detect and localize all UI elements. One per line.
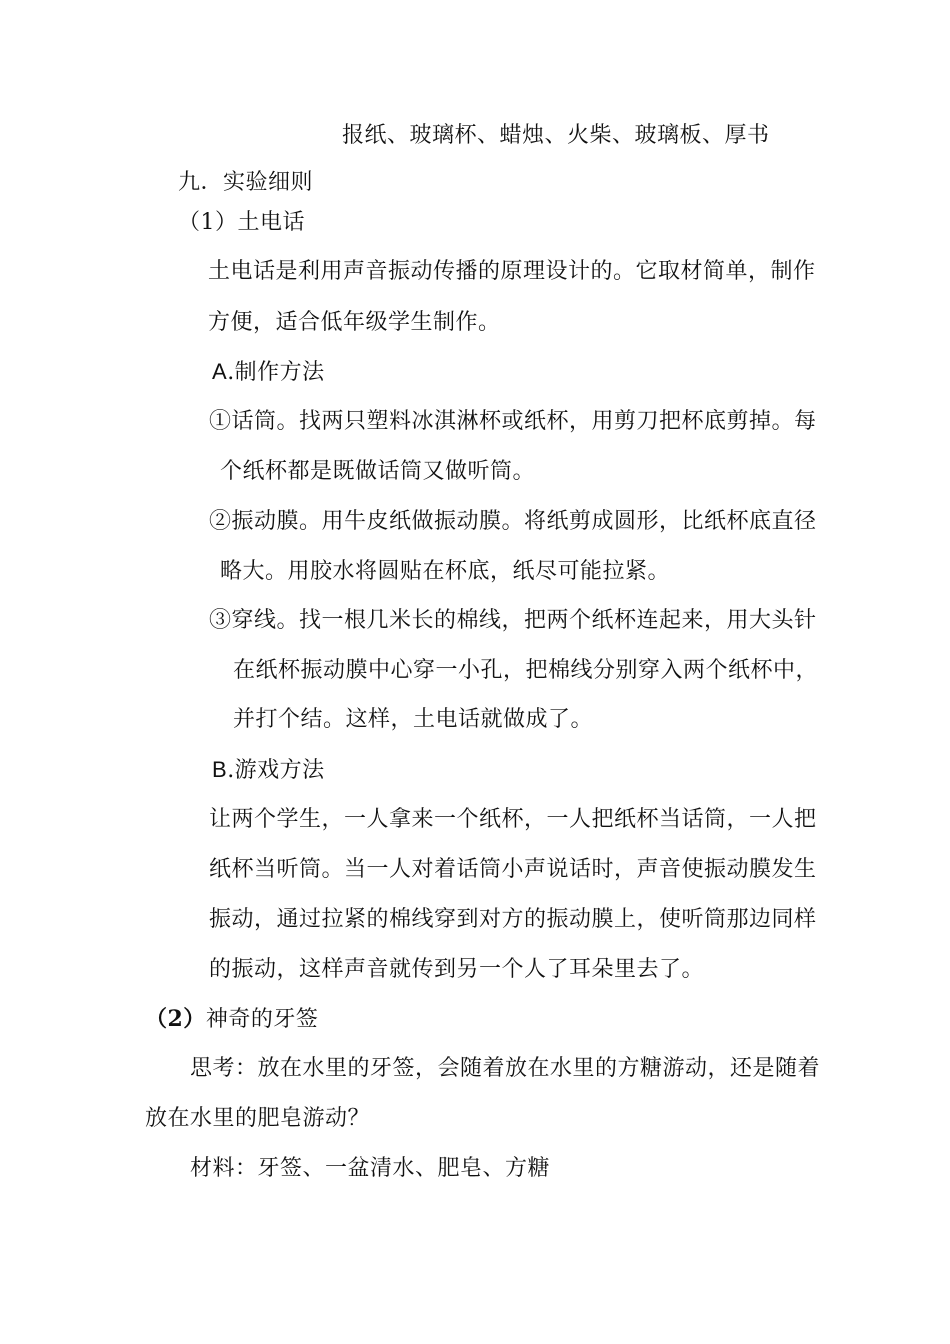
step2-line: ②振动膜。用牛皮纸做振动膜。将纸剪成圆形，比纸杯底直径 (209, 509, 817, 534)
item1-intro-line: 方便，适合低年级学生制作。 (208, 310, 501, 335)
section-title: 九．实验细则 (178, 170, 314, 195)
method-b-line: 的振动，这样声音就传到另一个人了耳朵里去了。 (209, 957, 705, 982)
step1-line: 个纸杯都是既做话筒又做听筒。 (220, 459, 536, 484)
item2-think-line: 思考：放在水里的牙签，会随着放在水里的方糖游动，还是随着 (190, 1056, 821, 1081)
materials-list: 报纸、玻璃杯、蜡烛、火柴、玻璃板、厚书 (342, 123, 770, 148)
item2-title: （2）神奇的牙签 (145, 1006, 319, 1032)
method-b-line: 纸杯当听筒。当一人对着话筒小声说话时，声音使振动膜发生 (209, 857, 817, 882)
item2-think-line: 放在水里的肥皂游动？ (145, 1106, 371, 1131)
method-b-line: 振动，通过拉紧的棉线穿到对方的振动膜上，使听筒那边同样 (209, 907, 817, 932)
method-b-line: 让两个学生，一人拿来一个纸杯，一人把纸杯当话筒，一人把 (209, 807, 817, 832)
method-b-heading: B.游戏方法 (212, 757, 325, 783)
step1-line: ①话筒。找两只塑料冰淇淋杯或纸杯，用剪刀把杯底剪掉。每 (209, 409, 817, 434)
step3-line: ③穿线。找一根几米长的棉线，把两个纸杯连起来，用大头针 (209, 608, 817, 633)
item2-materials: 材料：牙签、一盆清水、肥皂、方糖 (190, 1156, 551, 1181)
item1-title: （1）土电话 (178, 210, 305, 235)
item1-intro-line: 土电话是利用声音振动传播的原理设计的。它取材简单，制作 (208, 259, 816, 284)
step3-line: 在纸杯振动膜中心穿一小孔，把棉线分别穿入两个纸杯中， (233, 658, 819, 683)
method-a-heading: A.制作方法 (212, 359, 325, 385)
step3-line: 并打个结。这样，土电话就做成了。 (233, 707, 594, 732)
step2-line: 略大。用胶水将圆贴在杯底，纸尽可能拉紧。 (220, 559, 671, 584)
